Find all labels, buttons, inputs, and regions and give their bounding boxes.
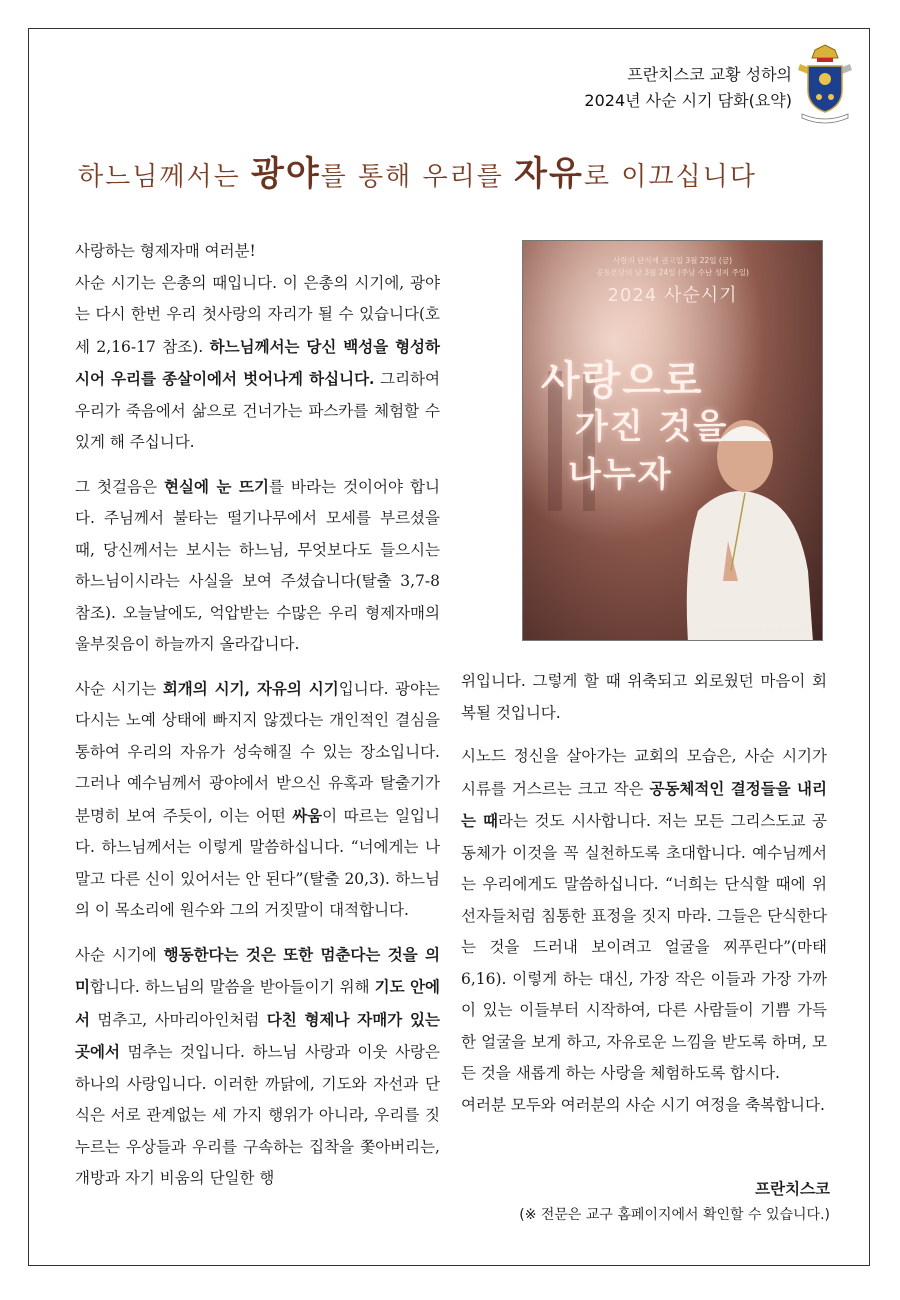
greeting: 사랑하는 형제자매 여러분! — [75, 242, 256, 260]
body-column-right — [461, 666, 827, 1133]
poster-slogan-line-2: 가진 것을 — [575, 407, 729, 447]
document-header — [584, 62, 792, 114]
text-run: 사순 시기는 — [75, 679, 163, 698]
text-run: 멈추고, 사마리아인처럼 — [89, 1010, 267, 1029]
emphasis-text: 현실에 눈 뜨기 — [164, 476, 269, 496]
paragraph-4 — [75, 939, 440, 1195]
paragraph-2 — [75, 471, 440, 661]
footnote: (※ 전문은 교구 홈페이지에서 확인할 수 있습니다.) — [519, 1207, 830, 1223]
emphasis-text: 싸움 — [292, 805, 323, 825]
paragraph-5: 위입니다. 그렇게 할 때 위축되고 외로웠던 마음이 회복될 것입니다. — [461, 672, 827, 722]
title-emphasis-freedom: 자유 — [514, 154, 584, 194]
emphasis-text: 행동한다는 것은 또한 멈춘다는 것을 의미 — [75, 944, 440, 996]
poster-date-line-2: 공동본당의 날 3월 24일 (주님 수난 성지 주일) — [596, 268, 749, 277]
poster-date-line-1: 사랑의 단식재 권고일 3월 22일 (금) — [612, 256, 733, 265]
text-run: 사순 시기는 은총의 때입니다. 이 은총의 시기에, 광야는 다시 한번 우리 첫사랑의 자리가 될 수 있습니다(호세 2,16-17 참조). — [75, 273, 440, 356]
text-run: 를 바라는 것이어야 합니다. 주님께서 불타는 떨기나무에서 모세를 부르셨을 때, 당신께서는 보시는 하느님, 무엇보다도 들으시는 하느님이시라는 사실을 보여 주셨습니다(탈출 3,7-8 참조). 오늘날에도, 억압받는 수많은 우리 형제자매의 울부짖음이 하늘까지 올라갑니다. — [75, 477, 440, 653]
poster-organization-logo: 한국천주교주교회의 사회복지위원회 — [711, 628, 806, 635]
poster-slogan-line-3: 나누자 — [568, 455, 673, 495]
body-column-left — [75, 236, 440, 1207]
header-line-1: 프란치스코 교황 성하의 — [627, 65, 792, 84]
text-run: 합니다. 하느님의 말씀을 받아들이기 위해 — [89, 978, 375, 996]
paragraph-6 — [461, 741, 827, 1090]
poster-title: 2024 사순시기 — [607, 285, 738, 306]
text-run: 라는 것도 시사합니다. 저는 모든 그리스도교 공동체가 이것을 꼭 실천하도록 초대합니다. 예수님께서는 우리에게도 말씀하십니다. “너희는 단식할 때에 위선자들처럼 침통한 표정을 짓지 마라. 그들은 단식한다는 것을 드러내 보이려고 얼굴을 찌푸린다”(마태 6,16). 이렇게 하는 대신, 가장 작은 이들과 가장 가까이 있는 이들부터 시작하여, 다른 사람들이 기쁨 가득한 얼굴을 보게 하고, 자유로운 느낌을 받도록 하며, 모든 것을 새롭게 하는 사랑을 체험하도록 합시다. — [461, 812, 827, 1082]
title-part-3: 로 이끄십니다 — [583, 162, 757, 192]
lent-poster-image — [522, 240, 823, 641]
paragraph-3 — [75, 673, 440, 927]
emphasis-text: 회개의 시기, 자유의 시기 — [162, 678, 339, 698]
text-run: 그리하여 우리가 죽음에서 삶으로 건너가는 파스카를 체험할 수 있게 해 주십니다. — [75, 370, 440, 451]
emphasis-text: 공동체적인 결정들을 내리는 때 — [461, 778, 827, 830]
poster-slogan-line-1: 사랑으로 — [541, 358, 704, 404]
text-run: 그 첫걸음은 — [75, 477, 165, 496]
header-line-2: 2024년 사순 시기 담화(요약) — [584, 91, 792, 110]
emphasis-text: 기도 안에서 — [75, 977, 440, 1029]
paragraph-7: 여러분 모두와 여러분의 사순 시기 여정을 축복합니다. — [461, 1095, 825, 1114]
text-run: 이 따르는 일입니다. 하느님께서는 이렇게 말씀하십니다. “너에게는 나 말고 다른 신이 있어서는 안 된다”(탈출 20,3). 하느님의 이 목소리에 원수와 그의 거짓말이 대적합니다. — [75, 806, 440, 919]
document-title — [78, 146, 838, 195]
title-emphasis-wilderness: 광야 — [250, 154, 321, 194]
papal-coat-of-arms-icon — [790, 44, 860, 124]
text-run: 멈추는 것입니다. 하느님 사랑과 이웃 사랑은 하나의 사랑입니다. 이러한 까닭에, 기도와 자선과 단식은 서로 관계없는 세 가지 행위가 아니라, 우리를 짓누르는 우상들과 우리를 구속하는 집착을 쫓아버리는, 개방과 자기 비움의 단일한 행 — [75, 1043, 440, 1187]
text-run: 시노드 정신을 살아가는 교회의 모습은, 사순 시기가 시류를 거스르는 크고 작은 — [461, 747, 827, 798]
title-part-1: 하느님께서는 — [78, 162, 251, 192]
text-run: 사순 시기에 — [75, 945, 164, 964]
emphasis-text: 하느님께서는 당신 백성을 형성하시어 우리를 종살이에서 벗어나게 하십니다. — [75, 336, 440, 388]
signature: 프란치스코 — [755, 1180, 830, 1198]
title-part-2: 를 통해 우리를 — [320, 162, 515, 192]
emphasis-text: 다친 형제나 자매가 있는 곳에서 — [75, 1009, 440, 1061]
text-run: 입니다. 광야는 다시는 노예 상태에 빠지지 않겠다는 개인적인 결심을 통하여 우리의 자유가 성숙해질 수 있는 장소입니다. 그러나 예수님께서 광야에서 받으신 유혹과 탈출기가 분명히 보여 주듯이, 이는 어떤 — [75, 679, 440, 825]
paragraph-1 — [75, 268, 440, 459]
